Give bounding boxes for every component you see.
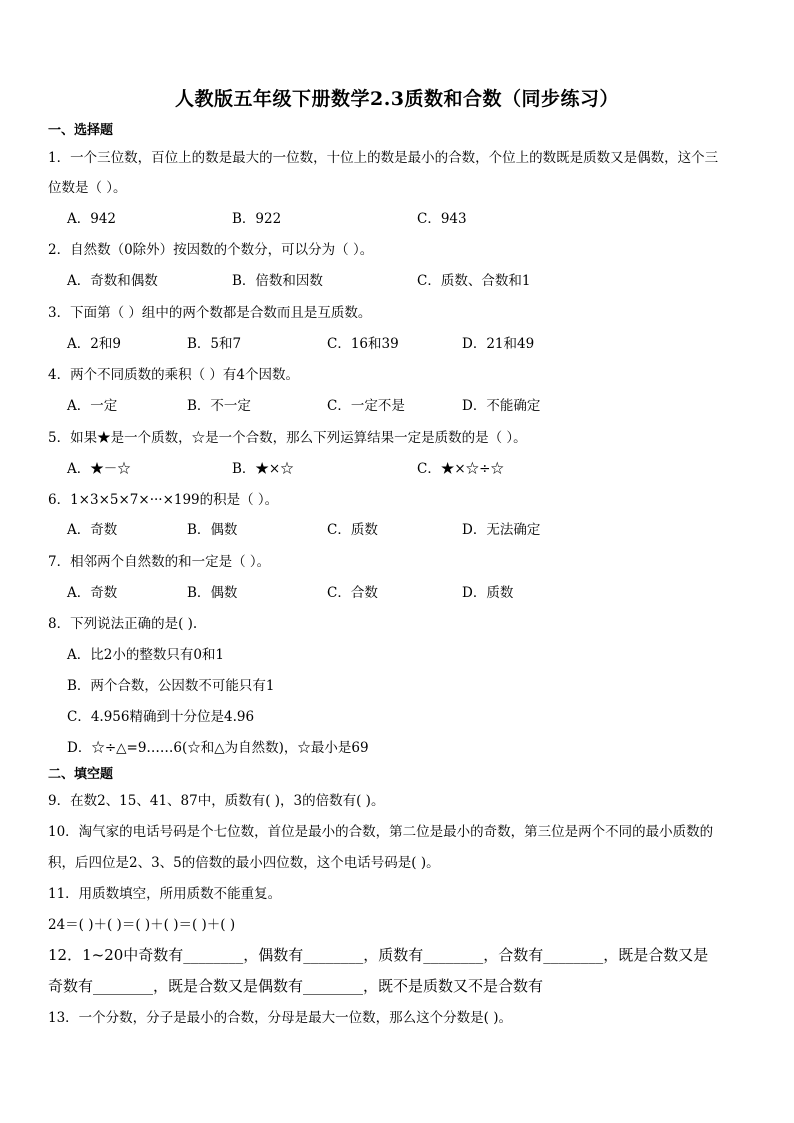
option-b[interactable]: B．偶数 [187, 585, 238, 601]
section-fill-heading: 二、填空题 [48, 767, 114, 782]
page-title: 人教版五年级下册数学2.3质数和合数（同步练习） [174, 88, 620, 110]
question-3-stem: 3．下面第（ ）组中的两个数都是合数而且是互质数。 [48, 305, 372, 321]
question-10-line-2: 积，后四位是2、3、5的倍数的最小四位数，这个电话号码是( )。 [48, 855, 440, 871]
option-c[interactable]: C．16和39 [327, 336, 399, 352]
question-11-equation[interactable]: 24＝( )＋( )＝( )＋( )＝( )＋( ) [48, 917, 236, 933]
question-2-options [67, 269, 767, 289]
option-a[interactable]: A．★－☆ [67, 461, 131, 477]
question-13: 13．一个分数，分子是最小的合数，分母是最大一位数，那么这个分数是( )。 [48, 1010, 513, 1026]
option-b[interactable]: B．不一定 [187, 398, 251, 414]
question-12-line-2[interactable]: 奇数有________，既是合数又是偶数有________，既不是质数又不是合数有 [48, 977, 544, 995]
option-c[interactable]: C．一定不是 [327, 398, 405, 414]
option-b[interactable]: B．偶数 [187, 522, 238, 538]
option-c[interactable]: C．合数 [327, 585, 378, 601]
option-c[interactable]: C．★×☆÷☆ [417, 461, 504, 477]
option-d[interactable]: D．21和49 [462, 336, 535, 352]
option-d[interactable]: D．无法确定 [462, 522, 541, 538]
question-7-options [67, 581, 767, 601]
question-8-option-d[interactable]: D．☆÷△=9……6(☆和△为自然数)，☆最小是69 [67, 740, 369, 756]
question-4-options [67, 394, 767, 414]
question-6-options [67, 518, 767, 538]
question-8-option-b[interactable]: B．两个合数，公因数不可能只有1 [67, 678, 275, 694]
question-7-stem: 7．相邻两个自然数的和一定是（ ）。 [48, 554, 271, 570]
option-b[interactable]: B．★×☆ [232, 461, 294, 477]
option-d[interactable]: D．不能确定 [462, 398, 541, 414]
option-c[interactable]: C．943 [417, 211, 467, 227]
question-4-stem: 4．两个不同质数的乘积（ ）有4个因数。 [48, 367, 299, 383]
option-a[interactable]: A．奇数和偶数 [67, 273, 158, 289]
question-8-option-a[interactable]: A．比2小的整数只有0和1 [67, 647, 225, 663]
option-d[interactable]: D．质数 [462, 585, 514, 601]
section-choice-heading: 一、选择题 [48, 123, 114, 138]
question-6-stem: 6．1×3×5×7×···×199的积是（ ）。 [48, 492, 279, 508]
option-c[interactable]: C．质数 [327, 522, 378, 538]
option-a[interactable]: A．2和9 [67, 336, 121, 352]
option-a[interactable]: A．942 [67, 211, 117, 227]
option-a[interactable]: A．一定 [67, 398, 118, 414]
question-1-line-1: 1．一个三位数，百位上的数是最大的一位数，十位上的数是最小的合数，个位上的数既是质数又是偶数，这个三 [48, 150, 719, 166]
question-12-line-1[interactable]: 12．1~20中奇数有________，偶数有________，质数有________，合数有________，既是合数又是 [48, 946, 709, 964]
option-c[interactable]: C．质数、合数和1 [417, 273, 531, 289]
question-5-options [67, 457, 767, 477]
question-5-stem: 5．如果★是一个质数，☆是一个合数，那么下列运算结果一定是质数的是（ ）。 [48, 430, 527, 446]
question-1-line-2: 位数是（ ）。 [48, 180, 127, 196]
question-9: 9．在数2、15、41、87中，质数有( )，3的倍数有( )。 [48, 793, 385, 809]
question-3-options [67, 332, 767, 352]
option-b[interactable]: B．5和7 [187, 336, 242, 352]
question-8-stem: 8．下列说法正确的是( ). [48, 616, 198, 632]
question-1-options [67, 207, 767, 227]
question-8-option-c[interactable]: C．4.956精确到十分位是4.96 [67, 709, 255, 725]
question-11-stem: 11．用质数填空，所用质数不能重复。 [48, 886, 282, 902]
option-a[interactable]: A．奇数 [67, 585, 118, 601]
option-a[interactable]: A．奇数 [67, 522, 118, 538]
question-2-stem: 2．自然数（0除外）按因数的个数分，可以分为（ ）。 [48, 242, 374, 258]
question-10-line-1: 10．淘气家的电话号码是个七位数，首位是最小的合数，第二位是最小的奇数，第三位是两个不同的最小质数的 [48, 824, 714, 840]
option-b[interactable]: B．922 [232, 211, 282, 227]
option-b[interactable]: B．倍数和因数 [232, 273, 323, 289]
